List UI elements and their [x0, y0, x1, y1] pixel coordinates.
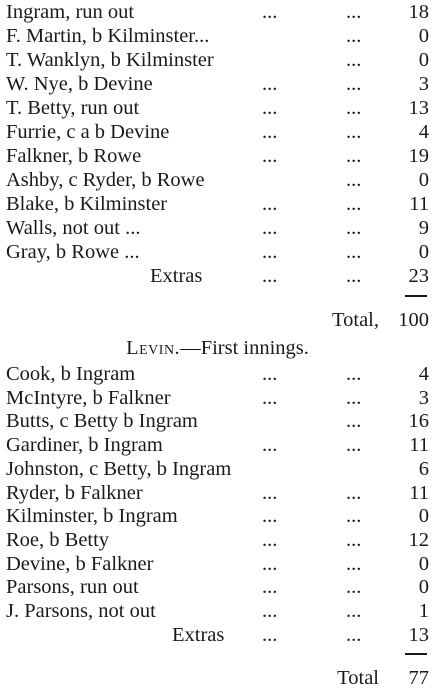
runs-score: 0: [418, 552, 429, 575]
batting-row: [0, 386, 435, 410]
leader-dots: ...: [262, 505, 278, 528]
batting-row: [0, 457, 435, 481]
runs-score: 0: [418, 241, 429, 263]
runs-score: 13: [408, 97, 429, 119]
runs-score: 11: [409, 193, 429, 215]
leader-dots: ...: [262, 386, 278, 409]
leader-dots: ...: [262, 1, 278, 23]
extras-dots: ...: [262, 624, 278, 646]
runs-score: 0: [418, 25, 429, 47]
leader-dots: ...: [262, 552, 278, 575]
batsman-name: Johnston, c Betty, b Ingram: [6, 457, 232, 480]
batsman-name: Falkner, b Rowe: [6, 145, 142, 167]
batting-row: [0, 96, 435, 120]
runs-score: 9: [418, 217, 429, 239]
batsman-name: Gardiner, b Ingram: [6, 434, 163, 457]
batsman-name: Ashby, c Ryder, b Rowe: [6, 169, 205, 191]
leader-dots: ...: [346, 386, 362, 409]
leader-dots: ...: [346, 73, 362, 95]
batting-row: [0, 528, 435, 552]
leader-dots: ...: [262, 241, 278, 263]
batting-row: [0, 599, 435, 623]
runs-score: 4: [418, 121, 429, 143]
leader-dots: ...: [346, 193, 362, 215]
leader-dots: ...: [346, 241, 362, 263]
batsman-name: Cook, b Ingram: [6, 363, 136, 385]
runs-score: 16: [408, 410, 429, 433]
leader-dots: ...: [346, 363, 362, 385]
leader-dots: ...: [262, 97, 278, 119]
batsman-name: Gray, b Rowe ...: [6, 241, 140, 263]
batsman-name: McIntyre, b Falkner: [6, 386, 171, 409]
batting-row: [0, 144, 435, 168]
leader-dots: ...: [346, 528, 362, 551]
runs-score: 12: [408, 528, 429, 551]
total-rule: [405, 295, 427, 297]
leader-dots: ...: [262, 363, 278, 385]
leader-dots: ...: [346, 600, 362, 622]
batsman-name: Walls, not out ...: [6, 217, 141, 239]
runs-score: 1: [418, 600, 429, 622]
batsman-name: Devine, b Falkner: [6, 552, 154, 575]
batsman-name: Butts, c Betty b Ingram: [6, 410, 198, 433]
team-name: Levin.: [126, 337, 181, 359]
leader-dots: ...: [262, 217, 278, 239]
leader-dots: ...: [346, 505, 362, 528]
leader-dots: ...: [346, 25, 362, 47]
total-row: [0, 666, 435, 690]
batting-row: [0, 433, 435, 457]
total-score: 100: [398, 309, 429, 331]
leader-dots: ...: [346, 145, 362, 167]
batting-row: [0, 192, 435, 216]
extras-dots: ...: [262, 265, 278, 287]
extras-dots: ...: [346, 624, 362, 646]
runs-score: 6: [418, 457, 429, 480]
batting-row: [0, 552, 435, 576]
leader-dots: ...: [262, 73, 278, 95]
innings-label: —First innings.: [180, 337, 309, 359]
batting-row: [0, 575, 435, 599]
runs-score: 0: [418, 576, 429, 599]
leader-dots: ...: [262, 121, 278, 143]
leader-dots: ...: [346, 121, 362, 143]
runs-score: 3: [418, 386, 429, 409]
total-row: [0, 308, 435, 332]
batsman-name: Roe, b Betty: [6, 528, 110, 551]
leader-dots: ...: [262, 145, 278, 167]
extras-label: Extras: [150, 265, 203, 287]
batsman-name: Furrie, c a b Devine: [6, 121, 170, 143]
batting-row: [0, 362, 435, 386]
batting-row: [0, 240, 435, 264]
leader-dots: ...: [346, 434, 362, 457]
batsman-name: Ingram, run out: [6, 1, 135, 23]
leader-dots: ...: [262, 434, 278, 457]
batting-row: [0, 120, 435, 144]
runs-score: 4: [418, 363, 429, 385]
batsman-name: Blake, b Kilminster: [6, 193, 168, 215]
total-rule: [405, 653, 427, 655]
extras-score: 13: [408, 624, 429, 646]
batsman-name: Ryder, b Falkner: [6, 481, 143, 504]
leader-dots: ...: [262, 600, 278, 622]
extras-row: [0, 623, 435, 647]
runs-score: 3: [418, 73, 429, 95]
extras-dots: ...: [346, 265, 362, 287]
runs-score: 0: [418, 169, 429, 191]
leader-dots: ...: [262, 576, 278, 599]
leader-dots: ...: [346, 1, 362, 23]
innings-heading: [0, 336, 435, 360]
batsman-name: Parsons, run out: [6, 576, 139, 599]
extras-label: Extras: [172, 624, 225, 646]
leader-dots: ...: [346, 576, 362, 599]
runs-score: 18: [408, 1, 429, 23]
runs-score: 11: [409, 434, 429, 457]
total-label: Total,: [332, 309, 379, 331]
batsman-name: W. Nye, b Devine: [6, 73, 153, 95]
runs-score: 0: [418, 505, 429, 528]
runs-score: 11: [409, 481, 429, 504]
leader-dots: ...: [262, 193, 278, 215]
leader-dots: ...: [346, 552, 362, 575]
batting-row: [0, 72, 435, 96]
runs-score: 0: [418, 49, 429, 71]
runs-score: 19: [408, 145, 429, 167]
batsman-name: T. Betty, run out: [6, 97, 140, 119]
batting-row: [0, 504, 435, 528]
leader-dots: ...: [262, 481, 278, 504]
batting-row: [0, 48, 435, 72]
batsman-name: J. Parsons, not out: [6, 600, 156, 622]
extras-row: [0, 264, 435, 288]
batting-row: [0, 168, 435, 192]
batsman-name: Kilminster, b Ingram: [6, 505, 178, 528]
batting-row: [0, 216, 435, 240]
batting-row: [0, 409, 435, 433]
batsman-name: F. Martin, b Kilminster...: [6, 25, 210, 47]
leader-dots: ...: [346, 481, 362, 504]
leader-dots: ...: [346, 410, 362, 433]
extras-score: 23: [408, 265, 429, 287]
total-score: 77: [408, 667, 429, 689]
total-label: Total: [337, 667, 379, 689]
leader-dots: ...: [346, 97, 362, 119]
leader-dots: ...: [346, 169, 362, 191]
leader-dots: ...: [346, 49, 362, 71]
batsman-name: T. Wanklyn, b Kilminster: [6, 49, 214, 71]
batting-row: [0, 0, 435, 24]
leader-dots: ...: [346, 217, 362, 239]
batting-row: [0, 24, 435, 48]
leader-dots: ...: [262, 528, 278, 551]
batting-row: [0, 481, 435, 505]
